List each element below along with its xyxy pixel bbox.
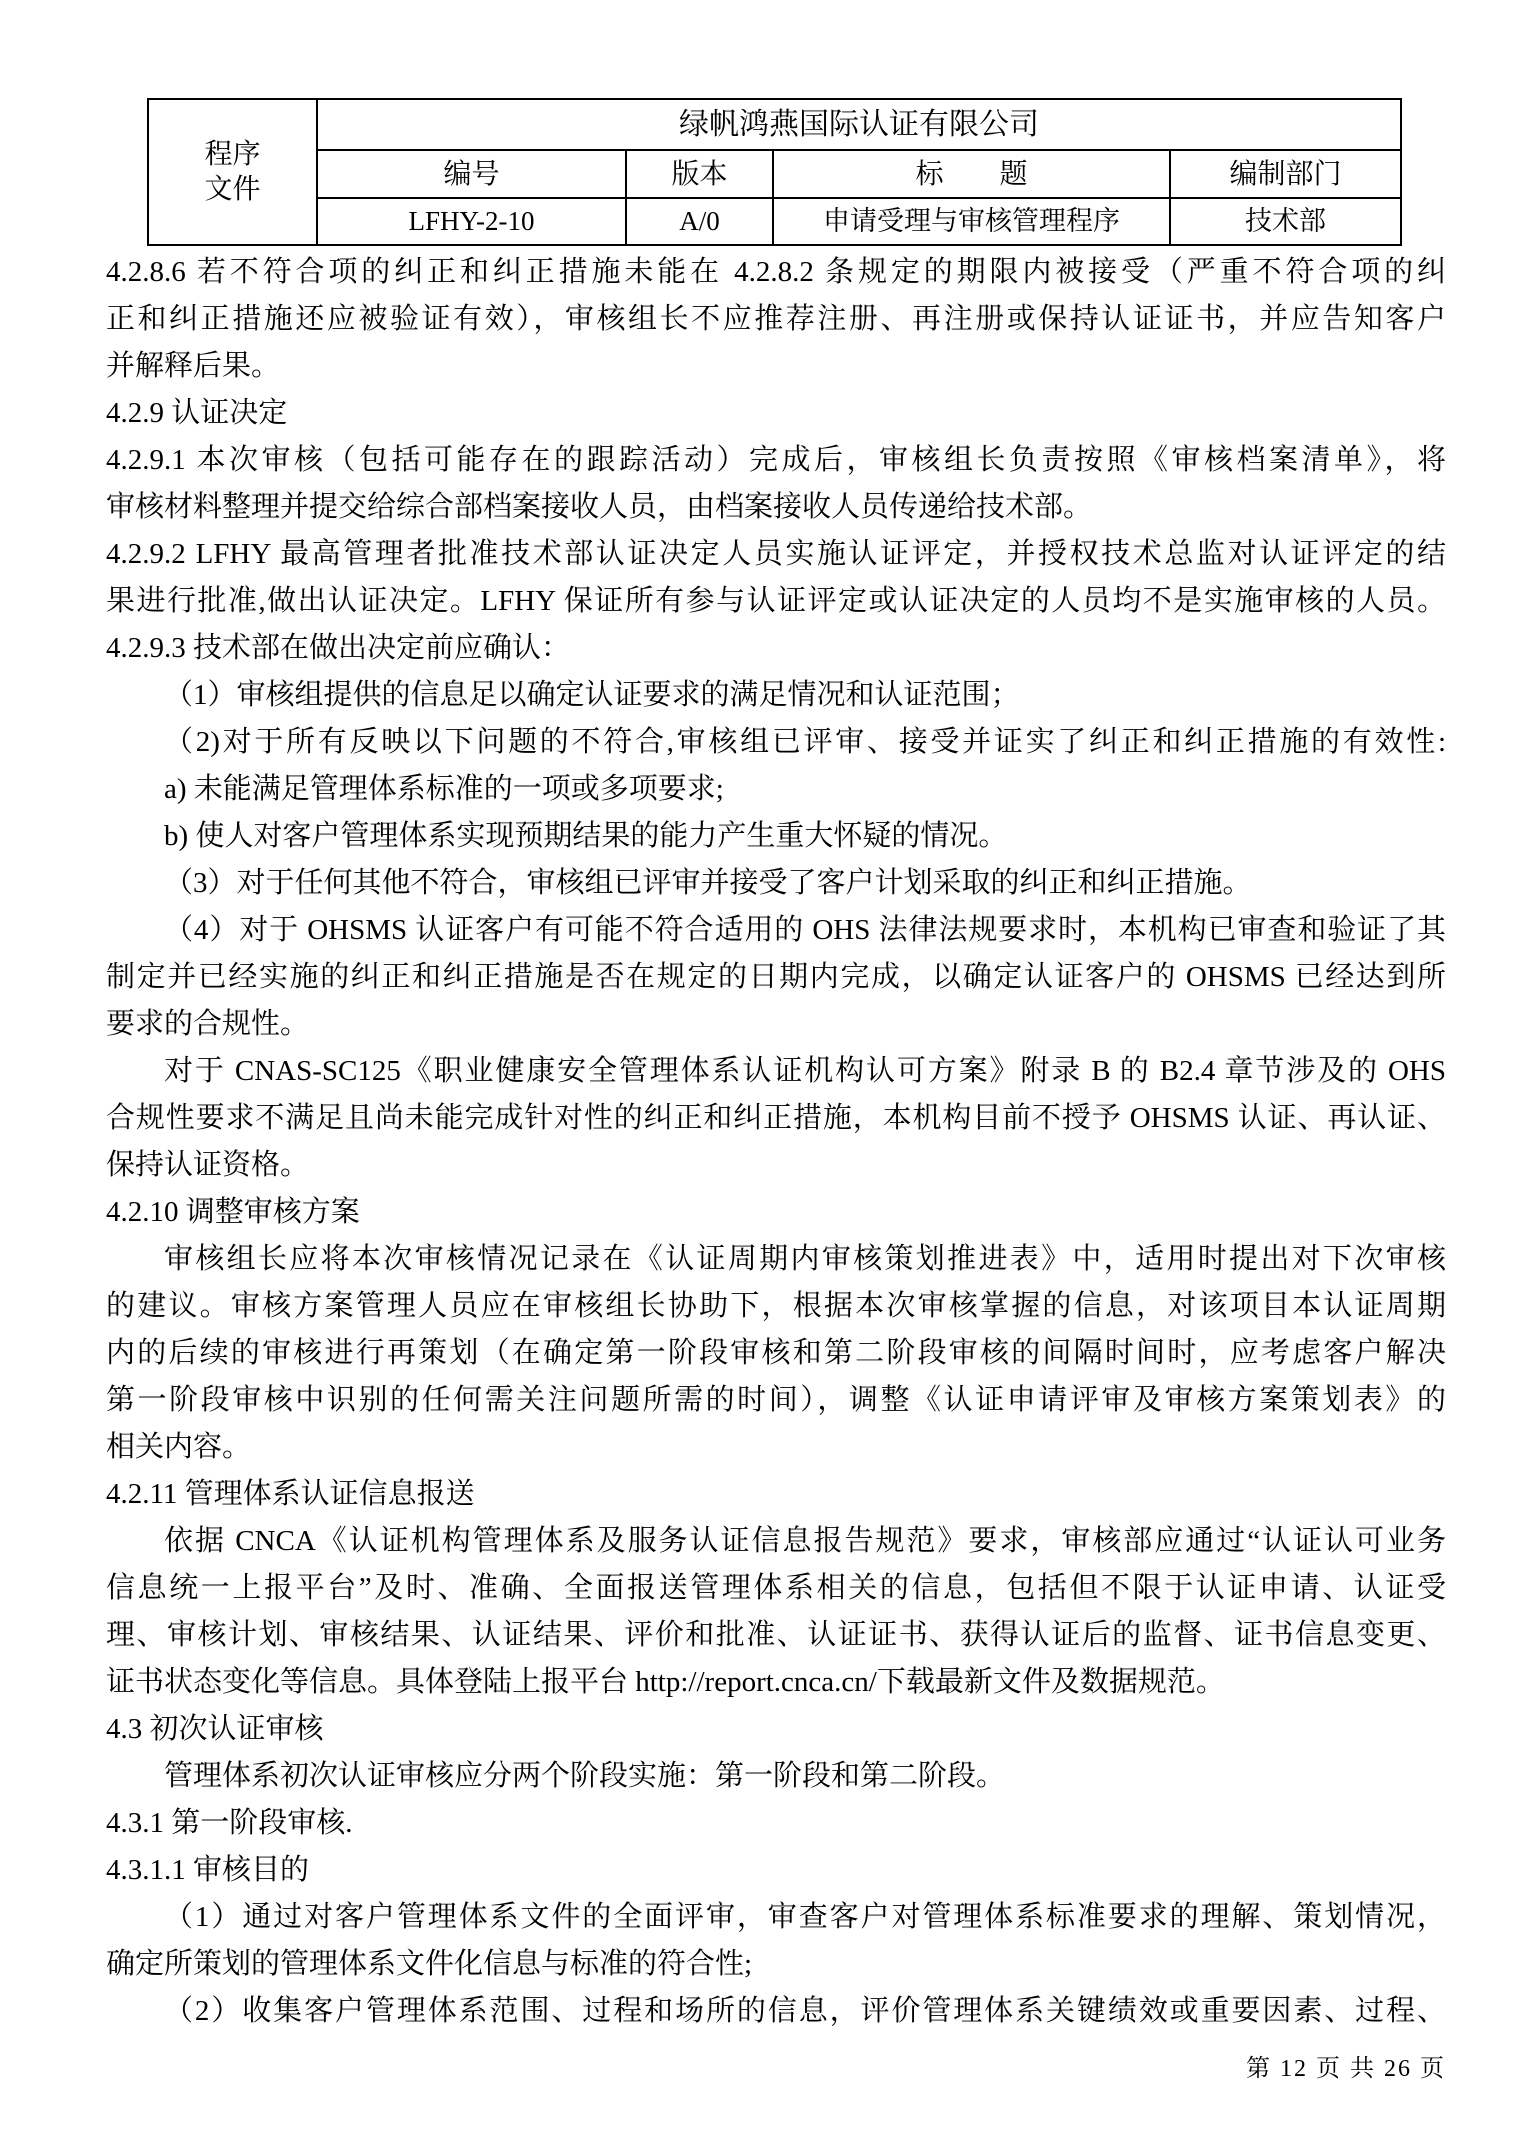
document-body [106,249,1446,2035]
dept-label: 编制部门 [1170,150,1401,198]
body-line: 确定所策划的管理体系文件化信息与标准的符合性; [106,1948,753,1980]
body-line: 的建议。审核方案管理人员应在审核组长协助下，根据本次审核掌握的信息，对该项目本认证周期 [106,1290,1446,1322]
body-line: （3）对于任何其他不符合，审核组已评审并接受了客户计划采取的纠正和纠正措施。 [164,867,1252,899]
body-line: 证书状态变化等信息。具体登陆上报平台 http://report.cnca.cn/下载最新文件及数据规范。 [106,1666,1225,1698]
body-line: 4.2.8.6 若不符合项的纠正和纠正措施未能在 4.2.8.2 条规定的期限内被接受（严重不符合项的纠 [106,256,1446,288]
body-line: 4.2.11 管理体系认证信息报送 [106,1478,475,1510]
doc-dept-value: 技术部 [1170,198,1401,245]
body-line: 4.3.1.1 审核目的 [106,1854,310,1886]
body-line: 第一阶段审核中识别的任何需关注问题所需的时间），调整《认证申请评审及审核方案策划表》的 [106,1384,1446,1416]
body-line: 相关内容。 [106,1431,252,1463]
body-line: 理、审核计划、审核结果、认证结果、评价和批准、认证证书、获得认证后的监督、证书信息变更、 [106,1619,1446,1651]
body-line: （2）收集客户管理体系范围、过程和场所的信息，评价管理体系关键绩效或重要因素、过程、 [164,1995,1446,2027]
body-line: （2)对于所有反映以下问题的不符合,审核组已评审、接受并证实了纠正和纠正措施的有效性: [164,726,1446,758]
body-line: （1）通过对客户管理体系文件的全面评审，审查客户对管理体系标准要求的理解、策划情况， [164,1901,1446,1933]
document-header-table [147,98,1402,246]
body-line: a) 未能满足管理体系标准的一项或多项要求; [164,773,724,805]
doc-title-value: 申请受理与审核管理程序 [773,198,1170,245]
body-line: 并解释后果。 [106,350,281,382]
body-line: 要求的合规性。 [106,1008,310,1040]
doc-type-line1: 程序 [204,139,261,170]
body-line: 4.2.10 调整审核方案 [106,1196,360,1228]
body-line: 4.2.9 认证决定 [106,397,288,429]
body-line: 审核材料整理并提交给综合部档案接收人员，由档案接收人员传递给技术部。 [106,491,1093,523]
number-label: 编号 [317,150,626,198]
body-line: 合规性要求不满足且尚未能完成针对性的纠正和纠正措施，本机构目前不授予 OHSMS 认证、再认证、 [106,1102,1446,1134]
body-line: 果进行批准,做出认证决定。LFHY 保证所有参与认证评定或认证决定的人员均不是实施审核的人员。 [106,585,1446,617]
body-line: 4.2.9.1 本次审核（包括可能存在的跟踪活动）完成后，审核组长负责按照《审核档案清单》，将 [106,444,1446,476]
doc-version-value: A/0 [626,198,773,245]
body-line: 4.2.9.2 LFHY 最高管理者批准技术部认证决定人员实施认证评定，并授权技术总监对认证评定的结 [106,538,1446,570]
body-line: 保持认证资格。 [106,1149,310,1181]
body-line: （1）审核组提供的信息足以确定认证要求的满足情况和认证范围； [164,679,1020,711]
page-number: 第 12 页 共 26 页 [1246,2056,1446,2082]
body-line: b) 使人对客户管理体系实现预期结果的能力产生重大怀疑的情况。 [164,820,1008,852]
body-line: 信息统一上报平台”及时、准确、全面报送管理体系相关的信息，包括但不限于认证申请、认证受 [106,1572,1446,1604]
body-line: 审核组长应将本次审核情况记录在《认证周期内审核策划推进表》中，适用时提出对下次审核 [164,1243,1446,1275]
title-label: 标 题 [773,150,1170,198]
body-line: 依据 CNCA《认证机构管理体系及服务认证信息报告规范》要求，审核部应通过“认证认可业务 [164,1525,1446,1557]
body-line: 内的后续的审核进行再策划（在确定第一阶段审核和第二阶段审核的间隔时间时，应考虑客户解决 [106,1337,1446,1369]
version-label: 版本 [626,150,773,198]
body-line: 管理体系初次认证审核应分两个阶段实施：第一阶段和第二阶段。 [164,1760,1006,1792]
body-line: 对于 CNAS-SC125《职业健康安全管理体系认证机构认可方案》附录 B 的 B2.4 章节涉及的 OHS [164,1055,1446,1087]
doc-number-value: LFHY-2-10 [317,198,626,245]
body-line: 制定并已经实施的纠正和纠正措施是否在规定的日期内完成，以确定认证客户的 OHSMS 已经达到所 [106,961,1446,993]
body-line: 4.3 初次认证审核 [106,1713,324,1745]
company-name: 绿帆鸿燕国际认证有限公司 [317,99,1401,150]
body-line: 4.2.9.3 技术部在做出决定前应确认： [106,632,571,664]
body-line: 4.3.1 第一阶段审核. [106,1807,353,1839]
body-line: 正和纠正措施还应被验证有效），审核组长不应推荐注册、再注册或保持认证证书，并应告知客户 [106,303,1446,335]
doc-type-cell [148,99,317,245]
body-line: （4）对于 OHSMS 认证客户有可能不符合适用的 OHS 法律法规要求时，本机构已审查和验证了其 [164,914,1446,946]
doc-type-line2: 文件 [204,174,261,205]
